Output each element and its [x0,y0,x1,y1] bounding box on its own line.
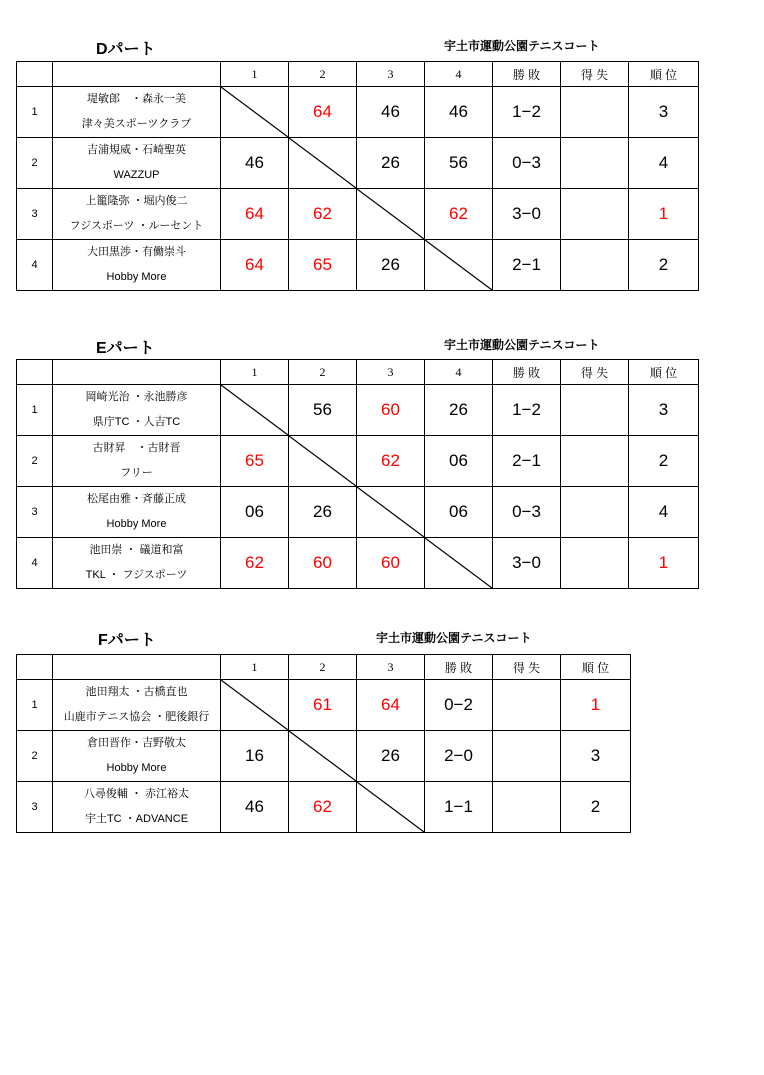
score-cell: 64 [357,680,425,731]
league-table [16,654,631,833]
team-club: 県庁TC ・人吉TC [92,416,181,428]
team-number: 2 [17,731,53,782]
team-players: 岡崎光治 ・永池勝彦 [85,391,188,403]
score-cell: 60 [357,538,425,589]
score-cell: 06 [425,487,493,538]
score-cell: 46 [425,87,493,138]
rank-cell: 2 [629,240,699,291]
col-header-points: 得 失 [493,655,561,680]
points-cell [493,731,561,782]
table-row [17,138,699,189]
score-cell: 56 [289,385,357,436]
points-cell [561,138,629,189]
team-players: 堤敏郎 ・森永一美 [87,93,186,105]
self-match-cell [289,436,357,487]
score-cell: 64 [289,87,357,138]
table-row [17,189,699,240]
score-cell: 06 [221,487,289,538]
col-header-rank: 順 位 [629,360,699,385]
rank-cell: 2 [561,782,631,833]
table-row [17,436,699,487]
team-number: 2 [17,436,53,487]
venue-label: 宇土市運動公園テニスコート [376,631,532,645]
table-row [17,782,631,833]
venue-label: 宇土市運動公園テニスコート [444,338,600,352]
score-cell: 64 [221,240,289,291]
rank-cell: 1 [629,538,699,589]
record-cell: 2−1 [493,240,561,291]
points-cell [561,436,629,487]
team-players: 池田崇 ・ 礒道和富 [89,544,184,556]
team-club: WAZZUP [113,169,160,181]
score-cell: 62 [289,782,357,833]
team-number: 2 [17,138,53,189]
rank-cell: 3 [629,87,699,138]
record-cell: 1−2 [493,87,561,138]
team-number: 1 [17,680,53,731]
self-match-cell [221,385,289,436]
table-row [17,240,699,291]
self-match-cell [425,538,493,589]
record-cell: 3−0 [493,538,561,589]
score-cell: 26 [425,385,493,436]
part-title: Fパート [98,632,156,649]
score-cell: 60 [289,538,357,589]
team-club: TKL ・ フジスポーツ [85,569,188,581]
col-header: 1 [221,62,289,87]
team-players: 大田黒渉・有働崇斗 [87,246,186,258]
team-number: 1 [17,385,53,436]
record-cell: 3−0 [493,189,561,240]
team-cell [53,487,221,538]
score-cell: 46 [357,87,425,138]
score-cell: 60 [357,385,425,436]
rank-cell: 3 [561,731,631,782]
team-header-cell [53,360,221,385]
points-cell [561,240,629,291]
team-club: Hobby More [106,762,167,774]
points-cell [561,487,629,538]
team-cell [53,138,221,189]
score-cell: 56 [425,138,493,189]
points-cell [493,680,561,731]
self-match-cell [289,731,357,782]
self-match-cell [425,240,493,291]
table-row [17,680,631,731]
team-header-cell [53,655,221,680]
self-match-cell [289,138,357,189]
team-players: 八尋俊輔 ・ 赤江裕太 [83,788,190,800]
score-cell: 62 [357,436,425,487]
table-row [17,385,699,436]
part-f-section [16,626,630,838]
corner-cell [17,62,53,87]
points-cell [561,538,629,589]
score-cell: 16 [221,731,289,782]
score-cell: 65 [221,436,289,487]
col-header-points: 得 失 [561,360,629,385]
col-header-record: 勝 敗 [493,360,561,385]
score-cell: 61 [289,680,357,731]
venue-label: 宇土市運動公園テニスコート [444,39,600,53]
col-header: 2 [289,655,357,680]
team-number: 3 [17,189,53,240]
team-number: 1 [17,87,53,138]
col-header: 3 [357,62,425,87]
score-cell: 62 [221,538,289,589]
record-cell: 2−0 [425,731,493,782]
score-cell: 65 [289,240,357,291]
col-header: 4 [425,360,493,385]
part-e-section [16,333,698,597]
points-cell [493,782,561,833]
team-cell [53,87,221,138]
col-header: 1 [221,360,289,385]
rank-cell: 2 [629,436,699,487]
header-row [17,360,699,385]
score-cell: 64 [221,189,289,240]
team-cell [53,385,221,436]
league-table [16,359,699,589]
col-header: 3 [357,360,425,385]
score-cell: 26 [357,138,425,189]
team-cell [53,731,221,782]
team-cell [53,538,221,589]
part-d-section [16,34,698,298]
self-match-cell [221,87,289,138]
corner-cell [17,360,53,385]
record-cell: 1−1 [425,782,493,833]
team-cell [53,680,221,731]
record-cell: 2−1 [493,436,561,487]
team-cell [53,240,221,291]
team-cell [53,189,221,240]
team-cell [53,436,221,487]
team-number: 3 [17,782,53,833]
team-players: 池田翔太 ・古橋直也 [85,686,188,698]
score-cell: 46 [221,782,289,833]
team-number: 4 [17,240,53,291]
score-cell: 26 [357,240,425,291]
team-header-cell [53,62,221,87]
team-club: 山鹿市テニス協会 ・肥後銀行 [63,711,210,723]
score-cell: 46 [221,138,289,189]
team-club: Hobby More [106,271,167,283]
team-players: 古財昇 ・古財晋 [92,442,181,454]
col-header-record: 勝 敗 [493,62,561,87]
team-club: 津々美スポーツクラブ [81,118,192,130]
rank-cell: 4 [629,487,699,538]
team-club: フリー [120,467,153,479]
team-club: フジスポーツ ・ルーセント [69,220,204,232]
table-row [17,538,699,589]
team-players: 倉田晋作・吉野敬太 [87,737,186,749]
rank-cell: 4 [629,138,699,189]
team-cell [53,782,221,833]
col-header: 2 [289,62,357,87]
rank-cell: 1 [561,680,631,731]
record-cell: 0−2 [425,680,493,731]
col-header: 2 [289,360,357,385]
col-header-record: 勝 敗 [425,655,493,680]
header-row [17,62,699,87]
part-title: Eパート [96,340,155,357]
points-cell [561,87,629,138]
team-number: 4 [17,538,53,589]
col-header: 4 [425,62,493,87]
points-cell [561,189,629,240]
col-header: 1 [221,655,289,680]
points-cell [561,385,629,436]
col-header: 3 [357,655,425,680]
self-match-cell [357,487,425,538]
header-row [17,655,631,680]
league-table [16,61,699,291]
score-cell: 62 [425,189,493,240]
table-row [17,731,631,782]
team-club: Hobby More [106,518,167,530]
record-cell: 0−3 [493,487,561,538]
score-cell: 06 [425,436,493,487]
col-header-points: 得 失 [561,62,629,87]
col-header-rank: 順 位 [629,62,699,87]
rank-cell: 1 [629,189,699,240]
corner-cell [17,655,53,680]
rank-cell: 3 [629,385,699,436]
team-players: 吉浦規威・石崎聖英 [87,144,186,156]
score-cell: 26 [289,487,357,538]
self-match-cell [357,189,425,240]
part-title: Dパート [96,41,156,58]
record-cell: 0−3 [493,138,561,189]
table-row [17,487,699,538]
self-match-cell [221,680,289,731]
self-match-cell [357,782,425,833]
col-header-rank: 順 位 [561,655,631,680]
score-cell: 62 [289,189,357,240]
score-cell: 26 [357,731,425,782]
team-number: 3 [17,487,53,538]
table-row [17,87,699,138]
team-players: 松尾由雅・斉藤正成 [87,493,186,505]
record-cell: 1−2 [493,385,561,436]
team-club: 宇土TC ・ADVANCE [84,813,189,825]
team-players: 上籠隆弥 ・堀内俊二 [85,195,188,207]
